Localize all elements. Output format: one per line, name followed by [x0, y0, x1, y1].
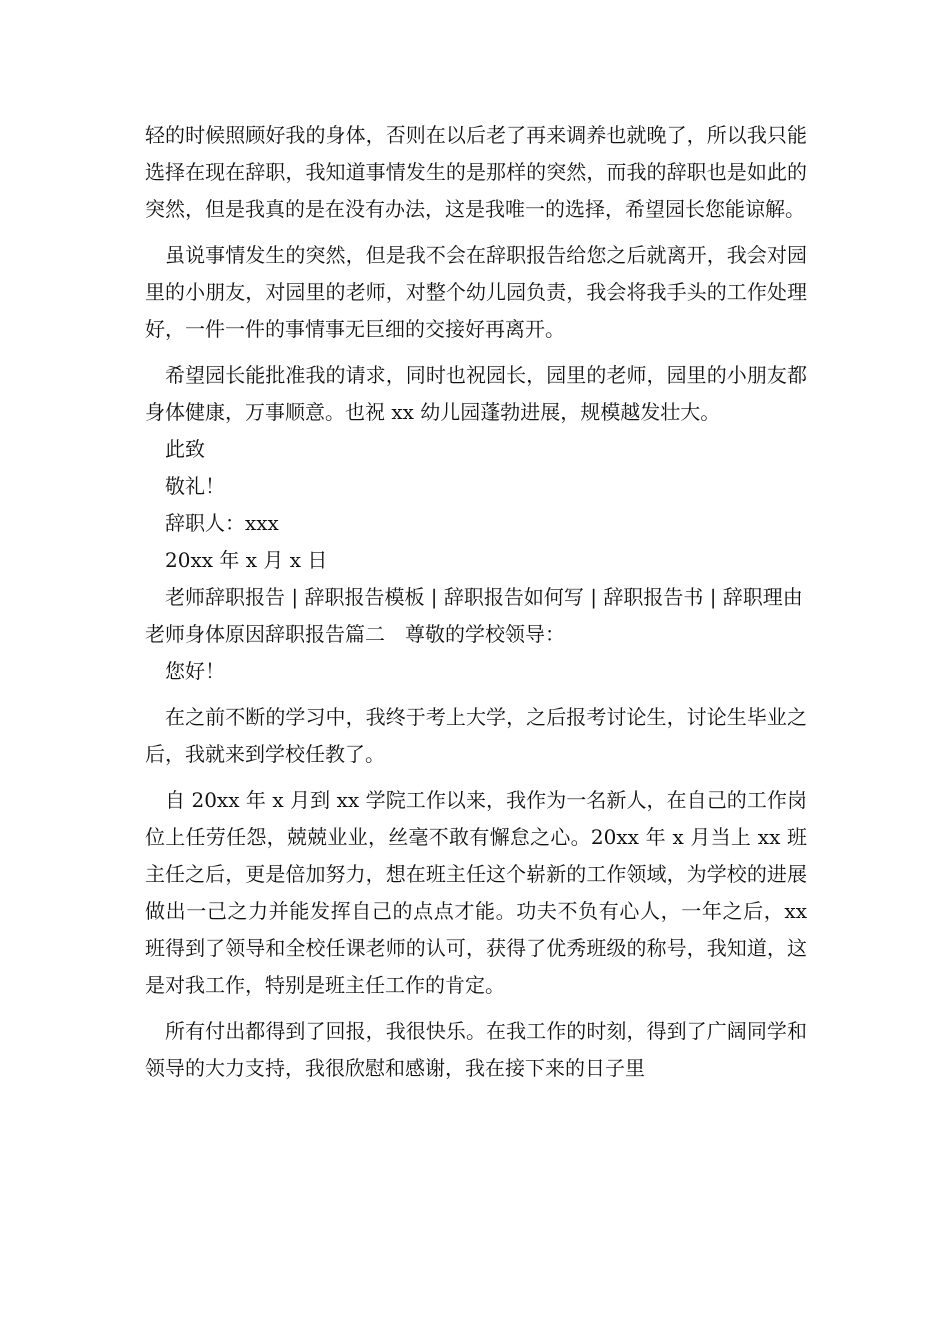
section-heading: 老师身体原因辞职报告篇二 尊敬的学校领导： [145, 622, 565, 646]
signature-line: 辞职人：xxx [165, 511, 279, 535]
paragraph-wishes: 希望园长能批准我的请求，同时也祝园长，园里的老师，园里的小朋友都身体健康，万事顺意。也祝 xx 幼儿园蓬勃进展，规模越发壮大。 [145, 363, 807, 424]
paragraph-background: 在之前不断的学习中，我终于考上大学，之后报考讨论生，讨论生毕业之后，我就来到学校任教了。 [145, 705, 807, 766]
related-links: 老师辞职报告 | 辞职报告模板 | 辞职报告如何写 | 辞职报告书 | 辞职理由 [165, 585, 803, 609]
paragraph-work-history: 自 20xx 年 x 月到 xx 学院工作以来，我作为一名新人，在自己的工作岗位上任劳任怨，兢兢业业，丝毫不敢有懈怠之心。20xx 年 x 月当上 xx 班主任之后，更是倍加努力，想在班主任这个崭新的工作领域，为学校的进展做出一己之力并能发挥自己的点点才能。功夫不负有心人，一年之后，xx 班得到了领导和全校任课老师的认可，获得了优秀班级的称号，我知道，这是对我工作，特别是班主任工作的肯定。 [145, 788, 807, 997]
date-line: 20xx 年 x 月 x 日 [165, 548, 328, 572]
document-body [145, 117, 807, 1087]
paragraph-departure-plan: 虽说事情发生的突然，但是我不会在辞职报告给您之后就离开，我会对园里的小朋友，对园里的老师，对整个幼儿园负责，我会将我手头的工作处理好，一件一件的事情事无巨细的交接好再离开。 [145, 243, 807, 341]
closing-salutation: 此致 [165, 437, 205, 461]
paragraph-gratitude: 所有付出都得到了回报，我很快乐。在我工作的时刻，得到了广阔同学和领导的大力支持，我很欣慰和感谢，我在接下来的日子里 [145, 1019, 807, 1080]
paragraph-continuation: 轻的时候照顾好我的身体，否则在以后老了再来调养也就晚了，所以我只能选择在现在辞职，我知道事情发生的是那样的突然，而我的辞职也是如此的突然，但是我真的是在没有办法，这是我唯一的选择，希望园长您能谅解。 [145, 123, 807, 221]
closing-regards: 敬礼！ [165, 474, 225, 498]
greeting: 您好！ [165, 659, 225, 683]
